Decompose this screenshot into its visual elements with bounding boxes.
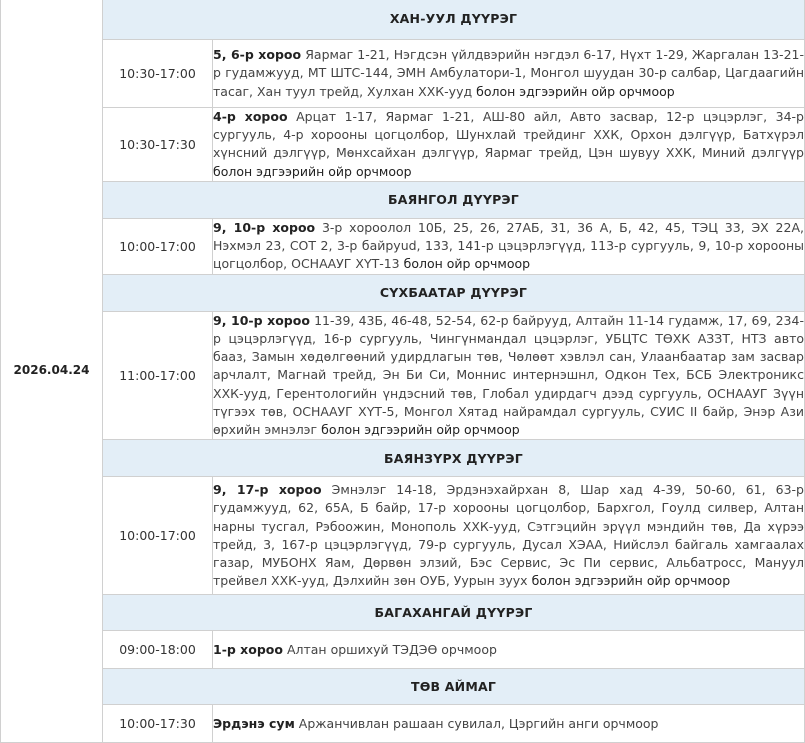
table-row [1,705,805,743]
time-cell: 10:00-17:00 [103,218,213,274]
time-cell: 11:00-17:00 [103,311,213,439]
district-row [1,274,805,311]
places-text: Алтан оршихуй ТЭДЭӨ орчмоор [286,641,497,657]
table-row [1,40,805,108]
time-cell: 10:00-17:00 [103,477,213,595]
table-row [1,311,805,439]
table-row [1,108,805,182]
khoroo-label: 9, 10-р хороо [213,220,316,235]
places-text: 11-39, 43Б, 46-48, 52-54, 62-р байрууд, Алтайн 11-14 гудамж, 17, 69, 234-р цэцэрлэгүүд, 16-р сургууль, Чингүнмандал цэцэрлэг, УБЦТС ТӨХК АЗЗТ, НТЗ авто бааз, Замын хөдөлгөөний удирдлагын төв, Чөлөөт хэвлэл сан, Улаанбаатар зам засвар арчлалт, Магнай трейд, Эн Би Си, Моннис интернэшнл, Одкон Тех, БСБ Электроникс ХХК-ууд, Герентологийн үндэсний төв, Глобал удирдагч дээд сургууль, ОСНААУГ Зүүн түгээх төв, ОСНААУГ ХҮТ-5, Монгол Хятад найрамдал сургууль, СУИС II байр, Энэр Ази өрхийн эмнэлэг [213,312,804,438]
district-name: СҮХБААТАР ДҮҮРЭГ [103,274,805,311]
district-row [1,181,805,218]
description-cell [213,40,805,108]
district-name: БАГАХАНГАЙ ДҮҮРЭГ [103,595,805,631]
date-cell: 2026.04.24 [1,0,103,743]
district-name: БАЯНГОЛ ДҮҮРЭГ [103,181,805,218]
district-name: БАЯНЗҮРХ ДҮҮРЭГ [103,440,805,477]
district-row [1,669,805,705]
table-row [1,631,805,669]
description-cell [213,705,805,743]
district-name: ХАН-УУЛ ДҮҮРЭГ [103,0,805,40]
description-cell [213,311,805,439]
tail-text: болон эдгээрийн ойр орчмоор [321,422,520,438]
places-text: Эмнэлэг 14-18, Эрдэнэхайрхан 8, Шар хад 4-39, 50-60, 61, 63-р гудамжууд, 62, 65А, Б байр, 17-р хорооны цогцолбор, Бархгол, Гоулд силвер, Алтан нарны тусгал, Рэбоожин, Монополь ХХК-ууд, Сэтгэцийн эрүүл мэндийн төв, Да хүрээ трейд, 3, 167-р цэцэрлэгүүд, 79-р сургууль, Дусал ХЭАА, Нийслэл байгаль хамгаалах газар, МУБОНХ Яам, Дөрвөн элзий, Бэс Сервис, Эс Пи сервис, Альбатросс, Мануул трейвел ХХК-ууд, Дэлхийн зөн ОУБ, Уурын зуух [213,482,804,589]
tail-text: болон эдгээрийн ойр орчмоор [476,83,675,99]
khoroo-label: 1-р хороо [213,641,283,657]
khoroo-label: 9, 17-р хороо [213,482,322,498]
time-cell: 10:30-17:30 [103,108,213,182]
table-row [1,218,805,274]
places-text: Яармаг 1-21, Нэгдсэн үйлдвэрийн нэгдэл 6-17, Нүхт 1-29, Жаргалан 13-21-р гудамжууд, МТ ШТС-144, ЭМН Амбулатори-1, Монгол шуудан 30-р салбар, Цагдаагийн тасаг, Хан туул трейд, Хулхан ХХК-ууд [213,47,804,99]
description-cell [213,631,805,669]
table-row [1,477,805,595]
places-text: Аржанчивлан рашаан сувилал, Цэргийн анги орчмоор [298,715,659,731]
places-text: 3-р хороолол 10Б, 25, 26, 27АБ, 31, 36 А, Б, 42, 45, ТЭЦ 33, ЭХ 22А, Нэхмэл 23, СОТ 2, 3-р байруud, 133, 141-р цэцэрлэгүүд, 113-р сургууль, 9, 10-р хорооны цогцолбор, ОСНААУГ ХҮТ-13 [213,220,804,272]
time-cell: 10:30-17:00 [103,40,213,108]
time-cell: 09:00-18:00 [103,631,213,669]
district-row [1,0,805,40]
time-cell: 10:00-17:30 [103,705,213,743]
khoroo-label: 5, 6-р хороо [213,47,302,63]
district-row [1,440,805,477]
description-cell [213,477,805,595]
description-cell [213,218,805,274]
district-row [1,595,805,631]
tail-text: болон ойр орчмоор [403,256,531,272]
tail-text: болон эдгээрийн ойр орчмоор [213,163,412,179]
description-cell [213,108,805,182]
tail-text: болон эдгээрийн ойр орчмоор [531,573,731,589]
khoroo-label: 9, 10-р хороо [213,312,310,328]
khoroo-label: 4-р хороо [213,109,288,124]
places-text: Арцат 1-17, Яармаг 1-21, АШ-80 айл, Авто засвар, 12-р цэцэрлэг, 34-р сургууль, 4-р хорооны цогцолбор, Шунхлай трейдинг ХХК, Орхон дэлгүүр, Батхүрэл хүнсний дэлгүүр, Мөнхсайхан дэлгүүр, Яармаг трейд, Цэн шувуу ХХК, Миний дэлгүүр [213,109,804,161]
district-name: ТӨВ АЙМАГ [103,669,805,705]
khoroo-label: Эрдэнэ сум [213,715,295,731]
